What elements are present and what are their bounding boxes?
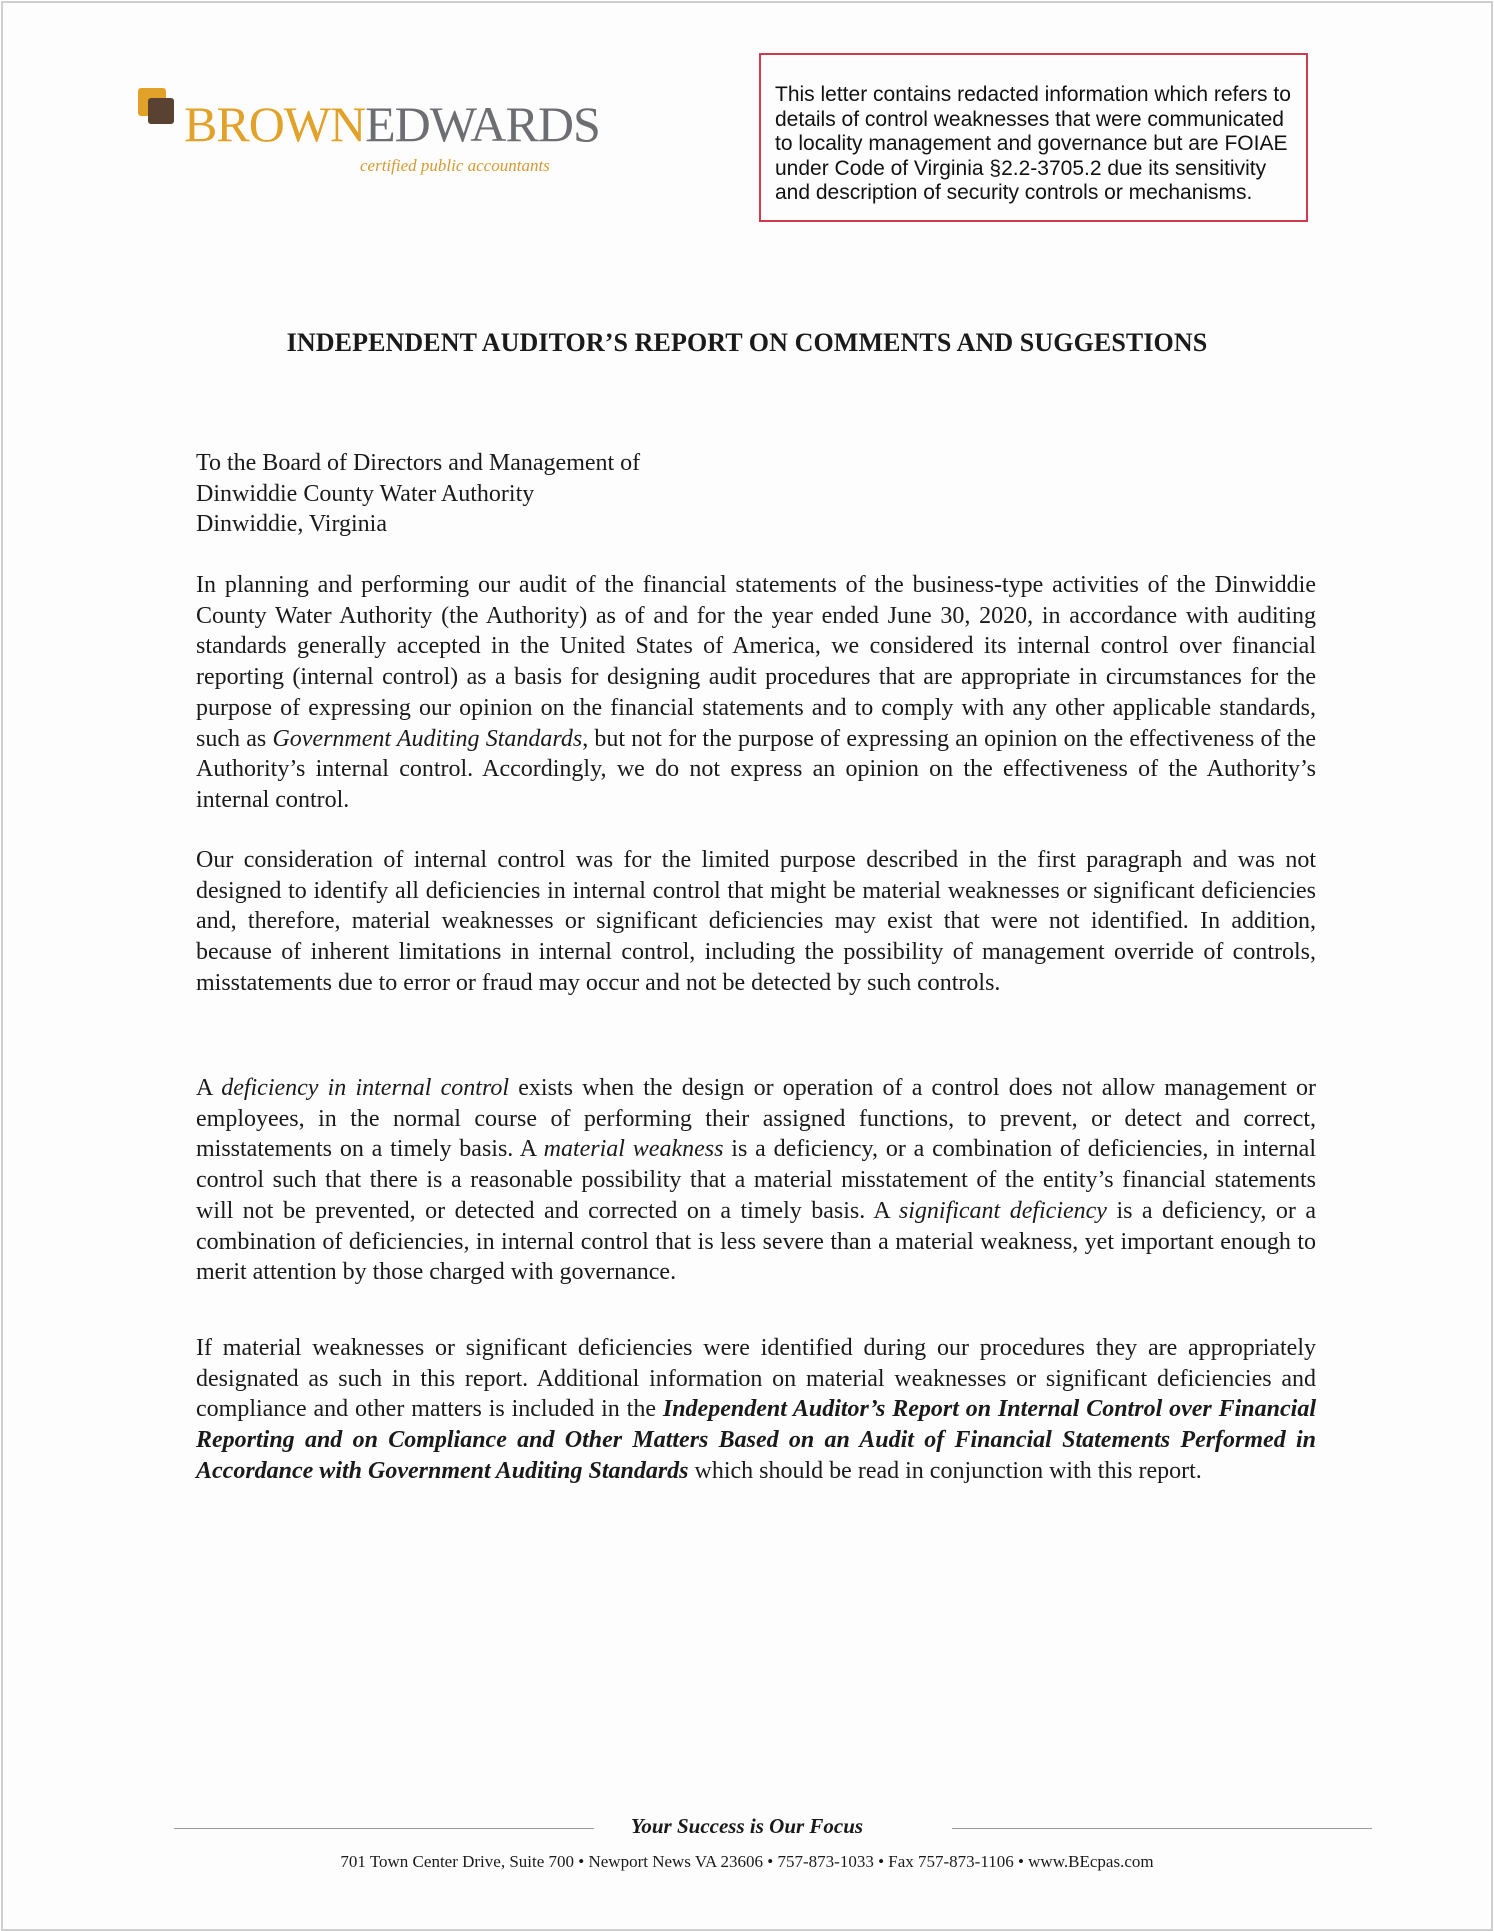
addressee-line: To the Board of Directors and Management of: [196, 450, 641, 476]
text-run: , but not for the purpose of expressing an opinion on the effectiveness of the Authority’s internal control. Accordingly, we do not express an opinion on the effectiveness of the Authority’s internal control.: [196, 725, 1317, 813]
logo-squares-icon: [138, 88, 178, 128]
logo-word-brown: BROWN: [184, 96, 366, 152]
italic-term: material weakness: [543, 1136, 724, 1163]
text-run: which should be read in conjunction with this report.: [688, 1457, 1202, 1484]
logo-wordmark: [184, 96, 600, 152]
text-run: exists when the design or operation of a control does not allow management or employees, in the normal course of performing their assigned functions, to prevent, or detect and correct, misstatements on a timely basis. A: [196, 1075, 1316, 1163]
addressee-line: Dinwiddie, Virginia: [196, 511, 387, 538]
text-run: Our consideration of internal control was for the limited purpose described in the first paragraph and was not designed to identify all deficiencies in internal control that might be material weaknesses or significant deficiencies and, therefore, material weaknesses or significant deficiencies may exist that were not identified. In addition, because of inherent limitations in internal control, including the possibility of management override of controls, misstatements due to error or fraud may occur and not be detected by such controls.: [196, 847, 1316, 996]
text-run: A: [196, 1075, 222, 1101]
paragraph-limitations: [196, 845, 1316, 999]
italic-term: deficiency in internal control: [221, 1075, 510, 1101]
paragraph-definitions: [196, 1073, 1316, 1288]
text-run: If material weaknesses or significant deficiencies were identified during our procedures they are appropriately designated as such in this report. Additional information on material weaknesses or significant deficiencies and compliance and other matters is included in the: [196, 1335, 1316, 1423]
italic-term: Government Auditing Standards: [272, 725, 583, 752]
redaction-notice: This letter contains redacted information which refers to details of control weaknesses that were communicated to locality management and governance but are FOIAE under Code of Virginia §2.2-3705.2 due its sensitivity and description of security controls or mechanisms.: [759, 53, 1308, 222]
paragraph-audit-scope: [196, 570, 1316, 816]
text-run: is a deficiency, or a combination of deficiencies, in internal control such that there is a reasonable possibility that a material misstatement of the entity’s financial statements will not be prevented, or detected and corrected on a timely basis. A: [196, 1136, 1316, 1224]
text-run: is a deficiency, or a combination of deficiencies, in internal control that is less severe than a material weakness, yet important enough to merit attention by those charged with governance.: [196, 1197, 1316, 1286]
brown-edwards-logo: [138, 88, 598, 188]
italic-term: significant deficiency: [898, 1197, 1107, 1224]
referenced-report-title: Independent Auditor’s Report on Internal Control over Financial Reporting and on Compliance and Other Matters Based on an Audit of Financial Statements Performed in Accordance with Government Auditing Standards: [196, 1396, 1316, 1484]
logo-word-edwards: EDWARDS: [365, 96, 600, 152]
logo-tagline: certified public accountants: [360, 156, 550, 175]
report-title: INDEPENDENT AUDITOR’S REPORT ON COMMENTS AND SUGGESTIONS: [286, 328, 1208, 357]
footer-address: 701 Town Center Drive, Suite 700 • Newport News VA 23606 • 757-873-1033 • Fax 757-873-1106 • www.BEcpas.com: [340, 1852, 1154, 1871]
text-run: In planning and performing our audit of the financial statements of the business-type activities of the Dinwiddie County Water Authority (the Authority) as of and for the year ended June 30, 2020, in accordance with auditing standards generally accepted in the United States of America, we considered its internal control over financial reporting (internal control) as a basis for designing audit procedures that are appropriate in circumstances for the purpose of expressing our opinion on the financial statements and to comply with any other applicable standards, such as: [196, 572, 1316, 752]
paragraph-reference: [196, 1333, 1316, 1487]
addressee-block: [196, 448, 1316, 540]
addressee-line: Dinwiddie County Water Authority: [196, 480, 535, 507]
footer-slogan: Your Success is Our Focus: [630, 1814, 864, 1838]
